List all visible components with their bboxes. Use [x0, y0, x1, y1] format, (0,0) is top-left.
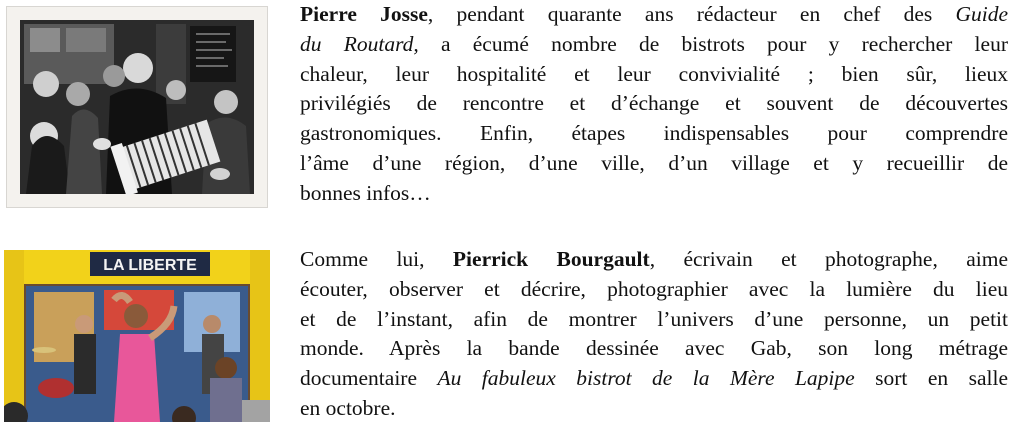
paragraph-1-line-3: chaleur, leur hospitalité et leur convivialité ; bien sûr, lieux: [300, 61, 1008, 86]
paragraph-2-line-2: écouter, observer et décrire, photographier avec la lumière du lieu: [300, 276, 1008, 301]
line-text: , écrivain et photographe, aime: [649, 247, 1008, 271]
paragraph-1-line-6: l’âme d’une région, d’une ville, d’un village et y recueillir de: [300, 150, 1008, 175]
bistro-accordion-photo-image: [6, 6, 268, 208]
paragraph-2-line-4: monde. Après la bande dessinée avec Gab, son long métrage: [300, 336, 1008, 361]
bistro-accordion-photo: [6, 6, 268, 208]
paragraph-pierrick-bourgault: [300, 245, 1008, 424]
la-liberte-street-photo-image: [4, 250, 270, 422]
line-text: documentaire: [300, 366, 438, 391]
line-text: a écumé nombre de bistrots pour y rechercher leur: [418, 31, 1008, 56]
paragraph-2-line-3: et de l’instant, afin de montrer l’univers d’une personne, un petit: [300, 306, 1008, 331]
paragraph-1-line-1: [300, 0, 1008, 30]
line-text: , pendant quarante ans rédacteur en chef des: [427, 2, 956, 26]
paragraph-pierre-josse: [300, 0, 1008, 209]
paragraph-1-line-5: gastronomiques. Enfin, étapes indispensables pour comprendre: [300, 121, 1008, 146]
book-title-routard: du Routard,: [300, 31, 419, 56]
paragraph-1-line-2: [300, 30, 1008, 60]
line-text: sort en salle: [854, 366, 1008, 391]
paragraph-1-line-4: privilégiés de rencontre et d’échange et souvent de découvertes: [300, 91, 1008, 116]
film-title: Au fabuleux bistrot de la Mère Lapipe: [437, 366, 855, 391]
paragraph-2-line-5: [300, 364, 1008, 394]
paragraph-2-line-6: en octobre.: [300, 395, 396, 420]
line-text: Comme lui,: [300, 247, 453, 271]
paragraph-1-line-7: bonnes infos…: [300, 180, 431, 205]
la-liberte-sign-text: LA LIBERTE: [103, 257, 197, 274]
book-title-guide: Guide: [955, 2, 1008, 26]
person-name-pierrick-bourgault: Pierrick Bourgault: [452, 247, 650, 271]
la-liberte-street-photo: [4, 250, 270, 422]
paragraph-2-line-1: [300, 245, 1008, 275]
person-name-pierre-josse: Pierre Josse: [300, 2, 428, 26]
